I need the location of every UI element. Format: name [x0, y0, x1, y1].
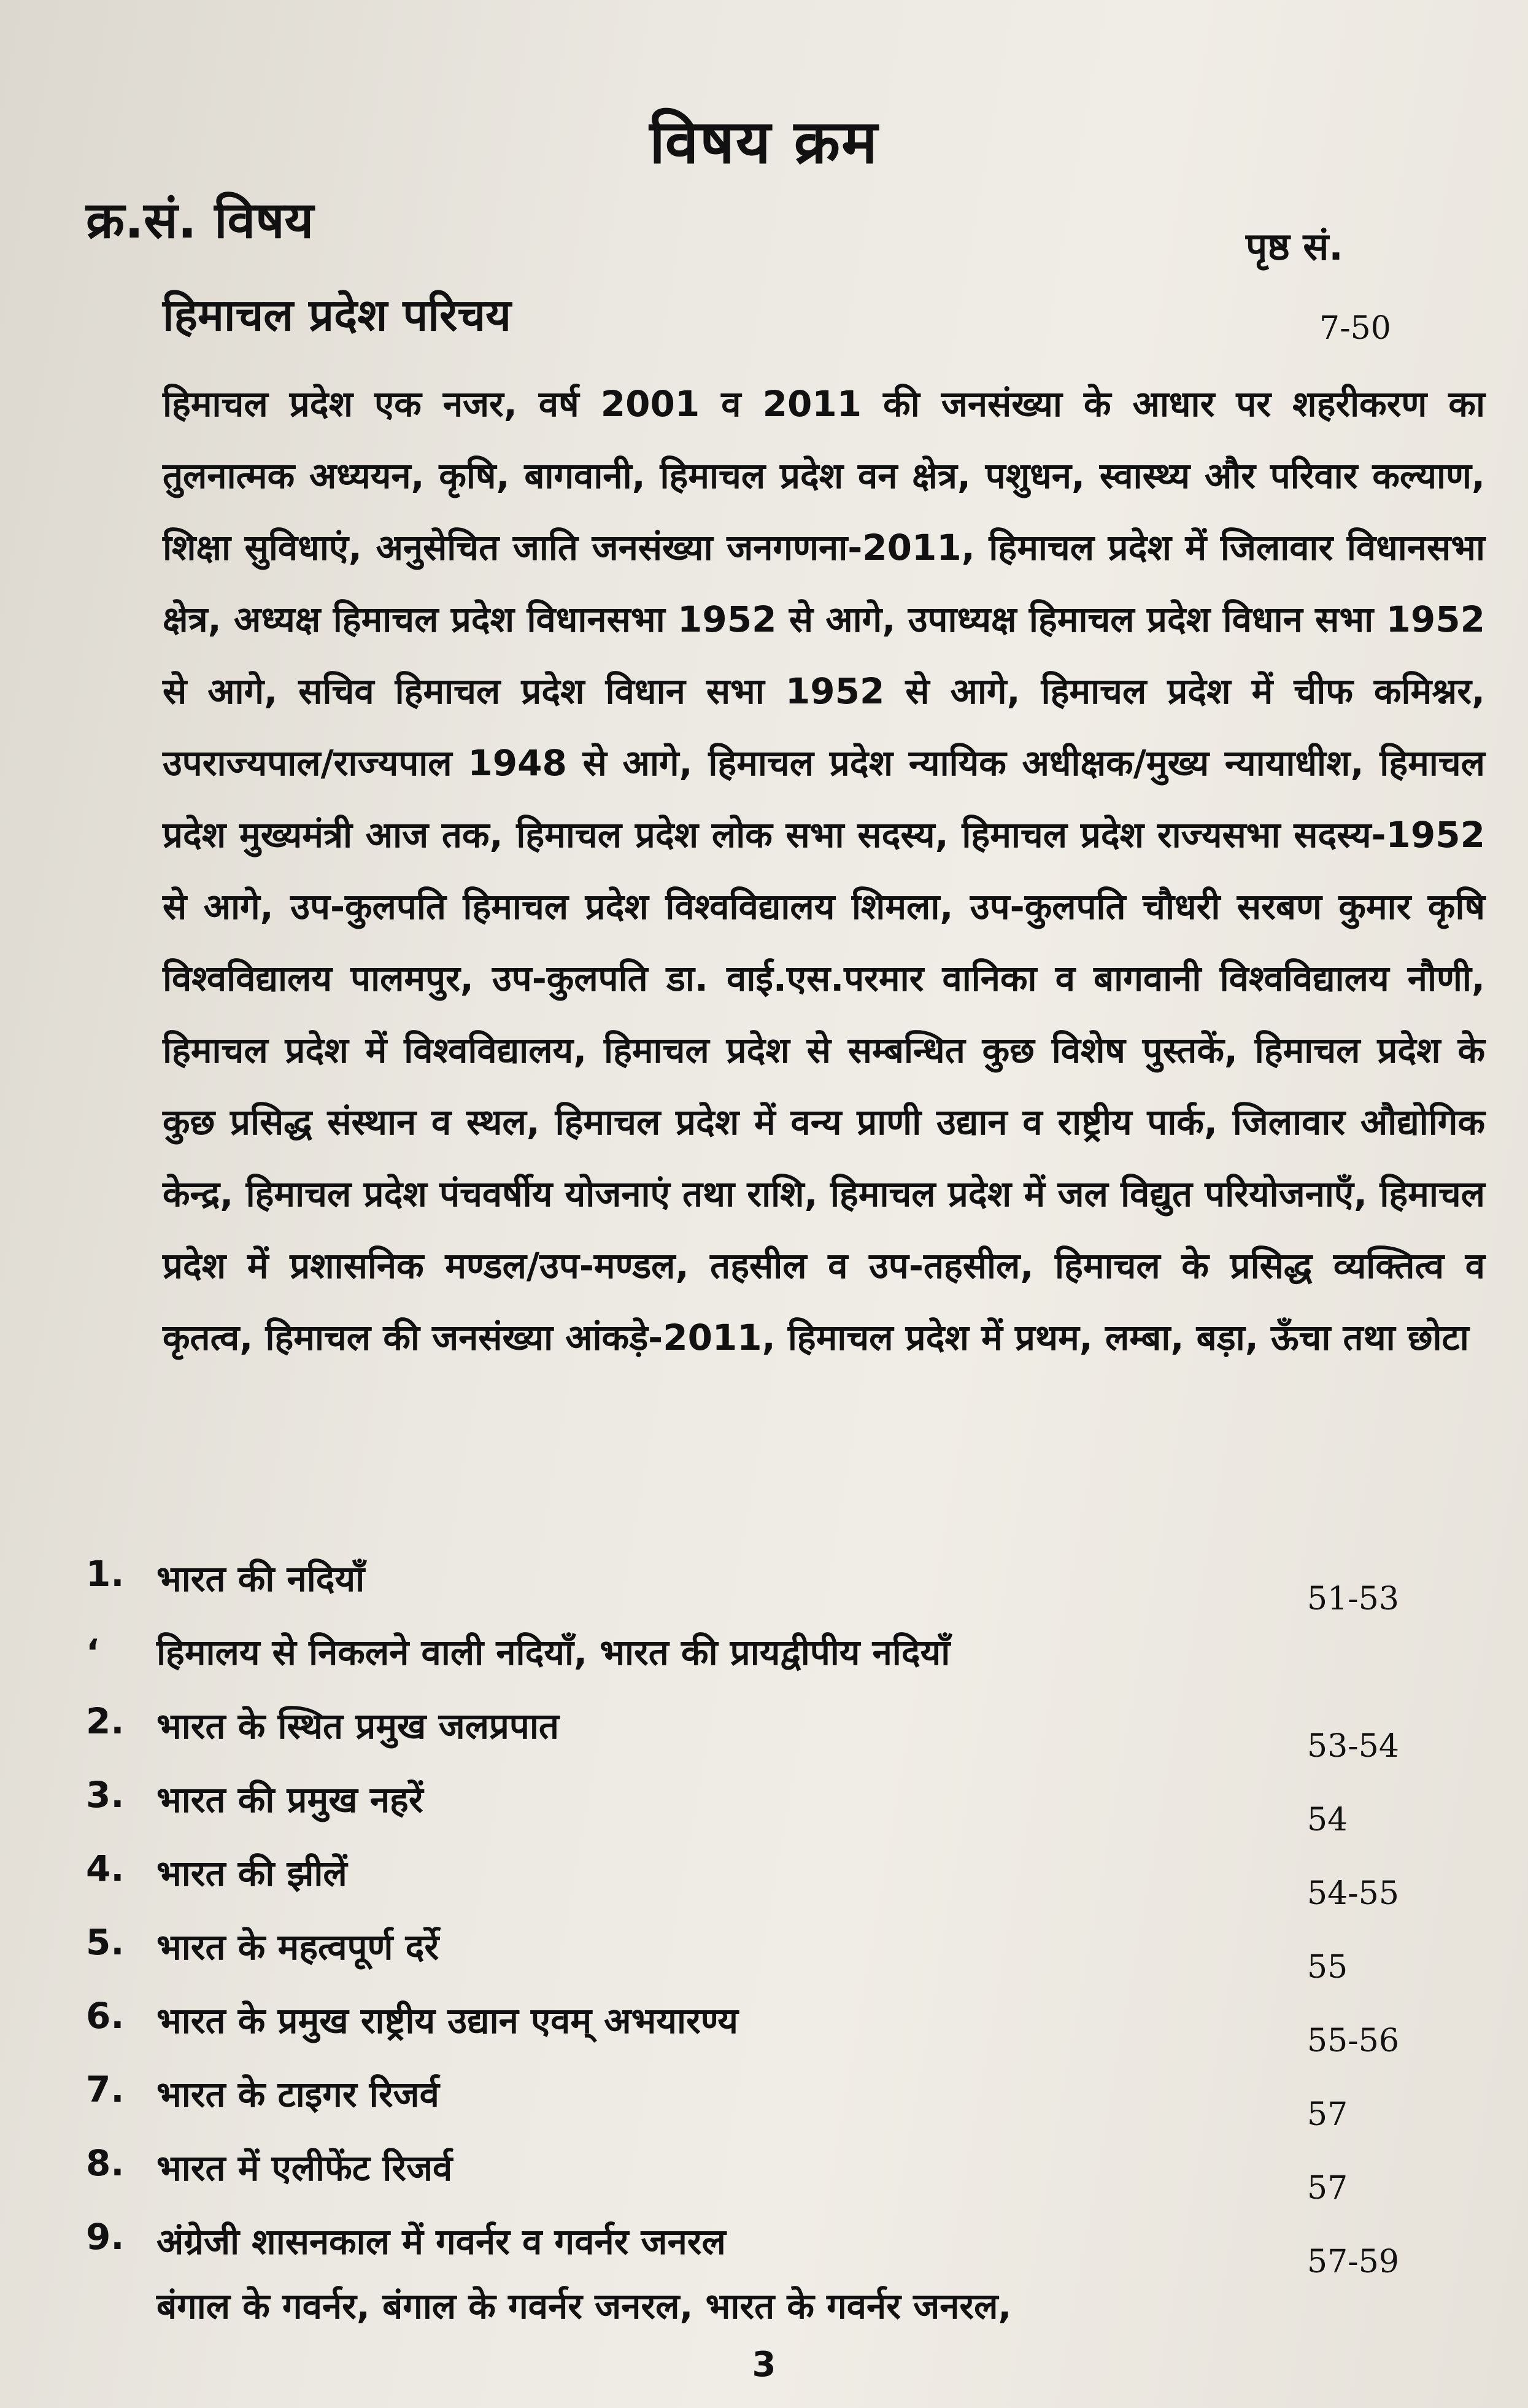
toc-subitem — [86, 1627, 950, 1675]
toc-item — [86, 1774, 1497, 1848]
column-header-serial-subject: क्र.सं. विषय — [86, 192, 314, 250]
toc-item — [86, 1553, 1497, 1627]
toc-item-number: 1. — [86, 1553, 125, 1595]
toc-item-pages: 53-54 — [1307, 1728, 1399, 1765]
column-header-page-number: पृष्ठ सं. — [1246, 224, 1343, 269]
toc-item-pages: 54-55 — [1307, 1875, 1399, 1912]
toc-item-title: भारत की नदियाँ — [156, 1558, 365, 1600]
toc-item-number: 7. — [86, 2069, 125, 2110]
toc-item-title: भारत के महत्वपूर्ण दर्रे — [156, 1926, 439, 1968]
toc-item-title: भारत के प्रमुख राष्ट्रीय उद्यान एवम् अभयारण्य — [156, 2000, 738, 2042]
toc-item — [86, 2069, 1497, 2142]
page-number: 3 — [752, 2345, 776, 2385]
toc-item-pages: 55-56 — [1307, 2023, 1399, 2059]
toc-item — [86, 1995, 1497, 2069]
toc-item-title: भारत की झीलें — [156, 1852, 347, 1894]
toc-item-title: भारत की प्रमुख नहरें — [156, 1779, 423, 1821]
toc-subitem-text: बंगाल के गवर्नर, बंगाल के गवर्नर जनरल, भारत के गवर्नर जनरल, — [156, 2285, 1012, 2327]
toc-item-pages: 51-53 — [1307, 1581, 1399, 1617]
toc-item-title: भारत के टाइगर रिजर्व — [156, 2073, 439, 2115]
toc-subitem — [156, 2280, 1011, 2329]
bullet-mark: ‘ — [86, 1632, 100, 1673]
toc-item-title: अंग्रेजी शासनकाल में गवर्नर व गवर्नर जनरल — [156, 2221, 726, 2263]
toc-item-number: 8. — [86, 2142, 125, 2184]
toc-item — [86, 1848, 1497, 1921]
toc-item-pages: 57 — [1307, 2170, 1348, 2207]
toc-item — [86, 1921, 1497, 1995]
toc-item-number: 4. — [86, 1848, 125, 1889]
toc-item-number: 6. — [86, 1995, 125, 2037]
toc-subitem-text: हिमालय से निकलने वाली नदियाँ, भारत की प्रायद्वीपीय नदियाँ — [156, 1632, 951, 1673]
toc-item-pages: 55 — [1307, 1949, 1348, 1986]
section-description: हिमाचल प्रदेश एक नजर, वर्ष 2001 व 2011 की जनसंख्या के आधार पर शहरीकरण का तुलनात्मक अध्ययन, कृषि, बागवानी, हिमाचल प्रदेश वन क्षेत्र, पशुधन, स्वास्थ्य और परिवार कल्याण, शिक्षा सुविधाएं, अनुसेचित जाति जनसंख्या जनगणना-2011, हिमाचल प्रदेश में जिलावार विधानसभा क्षेत्र, अध्यक्ष हिमाचल प्रदेश विधानसभा 1952 से आगे, उपाध्यक्ष हिमाचल प्रदेश विधान सभा 1952 से आगे, सचिव हिमाचल प्रदेश विधान सभा 1952 से आगे, हिमाचल प्रदेश में चीफ कमिश्नर, उपराज्यपाल/राज्यपाल 1948 से आगे, हिमाचल प्रदेश न्यायिक अधीक्षक/मुख्य न्यायाधीश, हिमाचल प्रदेश मुख्यमंत्री आज तक, हिमाचल प्रदेश लोक सभा सदस्य, हिमाचल प्रदेश राज्यसभा सदस्य-1952 से आगे, उप-कुलपति हिमाचल प्रदेश विश्वविद्यालय शिमला, उप-कुलपति चौधरी सरबण कुमार कृषि विश्वविद्यालय पालमपुर, उप-कुलपति डा. वाई.एस.परमार वानिका व बागवानी विश्वविद्यालय नौणी, हिमाचल प्रदेश में विश्वविद्यालय, हिमाचल प्रदेश से सम्बन्धित कुछ विशेष पुस्तकें, हिमाचल प्रदेश के कुछ प्रसिद्ध संस्थान व स्थल, हिमाचल प्रदेश में वन्य प्राणी उद्यान व राष्ट्रीय पार्क, जिलावार औद्योगिक केन्द्र, हिमाचल प्रदेश पंचवर्षीय योजनाएं तथा राशि, हिमाचल प्रदेश में जल विद्युत परियोजनाएँ, हिमाचल प्रदेश में प्रशासनिक मण्डल/उप-मण्डल, तहसील व उप-तहसील, हिमाचल के प्रसिद्ध व्यक्तित्व व कृतत्व, हिमाचल की जनसंख्या आंकड़े-2011, हिमाचल प्रदेश में प्रथम, लम्बा, बड़ा, ऊँचा तथा छोटा — [163, 383, 1485, 1358]
toc-item-number: 9. — [86, 2216, 125, 2258]
toc-item-pages: 57-59 — [1307, 2243, 1399, 2280]
toc-item-pages: 54 — [1307, 1802, 1348, 1838]
page-title: विषय क्रम — [649, 107, 879, 177]
toc-item-pages: 57 — [1307, 2096, 1348, 2133]
section-heading: हिमाचल प्रदेश परिचय — [163, 289, 511, 341]
toc-item-title: भारत में एलीफेंट रिजर्व — [156, 2147, 453, 2189]
toc-item — [86, 1700, 1497, 1774]
toc-item-title: भारत के स्थित प्रमुख जलप्रपात — [156, 1705, 559, 1747]
toc-item-number: 3. — [86, 1774, 125, 1816]
section-page-range: 7-50 — [1319, 310, 1391, 347]
toc-item-number: 5. — [86, 1921, 125, 1963]
toc-item — [86, 2216, 1497, 2290]
toc-item-number: 2. — [86, 1700, 125, 1742]
toc-item — [86, 2142, 1497, 2216]
